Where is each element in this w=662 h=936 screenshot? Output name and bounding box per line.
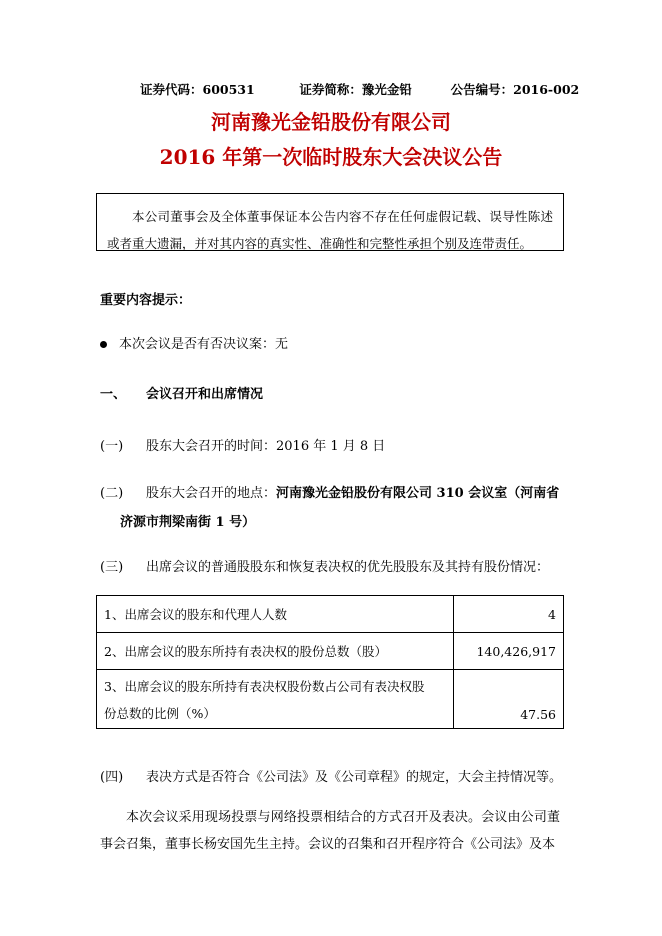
highlights-heading: 重要内容提示： [100,293,192,308]
table-cell-label [97,670,454,729]
company-title: 河南豫光金铅股份有限公司 [211,110,451,134]
bullet-icon [100,341,107,348]
notice-text: 本公司董事会及全体董事保证本公告内容不存在任何虚假记载、误导性陈述或者重大遗漏，并对其内容的真实性、准确性和完整性承担个别及连带责任。 [107,209,553,251]
item-3-label: 出席会议的普通股股东和恢复表决权的优先股股东及其持有股份情况： [146,560,550,575]
item-3-number: (三) [100,560,124,575]
item-2 [100,482,559,501]
item-1 [100,435,385,454]
table-cell-label-line1: 3、出席会议的股东所持有表决权股份数占公司有表决权股 [104,679,425,694]
item-2-value-line2: 济源市荆梁南街 1 号） [120,515,256,530]
highlight-text: 本次会议是否有否决议案：无 [119,337,289,352]
table-row [97,670,564,729]
item-3 [100,556,549,575]
item-1-value: 2016 年 1 月 8 日 [276,439,386,454]
table-cell-label: 1、出席会议的股东和代理人人数 [97,596,454,633]
table-cell-value: 47.56 [454,670,564,729]
stock-code: 证券代码：600531 [140,82,255,97]
table-row [97,633,564,670]
highlight-item [100,333,288,352]
item-2-value-line1: 河南豫光金铅股份有限公司 310 会议室（河南省 [276,486,560,501]
stock-short-name: 证券简称：豫光金铅 [299,82,412,97]
table-row [97,596,564,633]
item-1-label: 股东大会召开的时间： [146,439,277,454]
attendance-table [96,595,564,729]
announcement-number: 公告编号：2016-002 [450,82,580,97]
meeting-description-paragraph: 本次会议采用现场投票与网络投票相结合的方式召开及表决。会议由公司董事会召集，董事长杨安国先生主持。会议的召集和召开程序符合《公司法》及本 [100,810,560,852]
item-4 [100,766,562,785]
table-cell-value: 140,426,917 [454,633,564,670]
table-cell-label-line2: 份总数的比例（%） [104,706,216,721]
item-2-number: (二) [100,486,124,501]
table-cell-label: 2、出席会议的股东所持有表决权的股份总数（股） [97,633,454,670]
table-cell-value: 4 [454,596,564,633]
stock-info-line [140,80,579,98]
announcement-title: 2016 年第一次临时股东大会决议公告 [159,145,503,169]
item-2-label: 股东大会召开的地点： [146,486,277,501]
item-4-label: 表决方式是否符合《公司法》及《公司章程》的规定，大会主持情况等。 [146,770,563,785]
item-4-number: (四) [100,770,124,785]
section-1-title: 会议召开和出席情况 [146,387,264,402]
section-1-heading [100,383,263,402]
section-1-number: 一、 [100,387,127,402]
item-1-number: (一) [100,439,124,454]
board-guarantee-notice [96,193,564,251]
